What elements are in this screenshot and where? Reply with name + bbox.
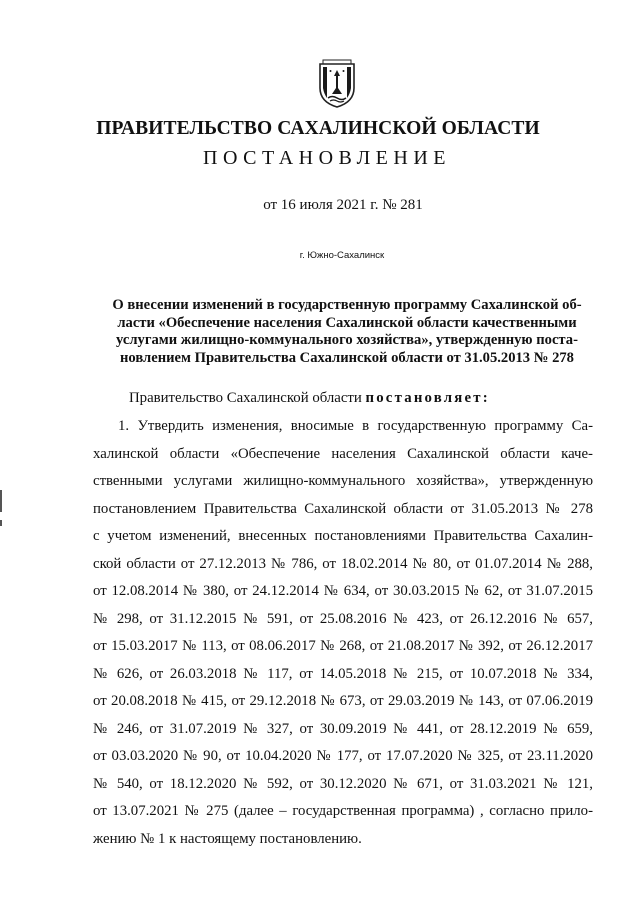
subject-line: О внесении изменений в государственную программу Сахалинской об- [112, 297, 582, 313]
body-line: от 20.08.2018 № 415, от 29.12.2018 № 673, от 29.03.2019 № 143, от 07.06.2019 [93, 693, 593, 709]
document-type-title: ПОСТАНОВЛЕНИЕ [203, 147, 451, 169]
body-line: ской области от 27.12.2013 № 786, от 18.02.2014 № 80, от 01.07.2014 № 288, [93, 555, 593, 572]
body-line: № 246, от 31.07.2019 № 327, от 30.09.2019 № 441, от 28.12.2019 № 659, [93, 720, 593, 737]
decree-date-number: от 16 июля 2021 г. № 281 [263, 197, 423, 213]
body-line: от 15.03.2017 № 113, от 08.06.2017 № 268, от 21.08.2017 № 392, от 26.12.2017 [93, 638, 593, 654]
body-line: постановлением Правительства Сахалинской области от 31.05.2013 № 278 [93, 500, 593, 517]
body-line: жению № 1 к настоящему постановлению. [93, 830, 362, 847]
scan-edge-mark [0, 520, 2, 526]
body-line: ственными услугами жилищно-коммунального хозяйства», утвержденную [93, 473, 593, 489]
subject-line: услугами жилищно-коммунального хозяйства», утвержденную поста- [116, 332, 578, 348]
preamble-prefix: Правительство Сахалинской области [129, 390, 366, 406]
body-line: № 626, от 26.03.2018 № 117, от 14.05.2018 № 215, от 10.07.2018 № 334, [93, 665, 593, 682]
subject-line: ласти «Обеспечение населения Сахалинской области качественными [117, 314, 577, 331]
preamble-decides: постановляет: [365, 390, 490, 406]
city-name: г. Южно-Сахалинск [299, 250, 385, 261]
body-line: халинской области «Обеспечение населения Сахалинской области каче- [93, 445, 593, 462]
body-line: от 13.07.2021 № 275 (далее – государственная программа) , согласно прило- [93, 803, 593, 819]
body-line: 1. Утвердить изменения, вносимые в государственную программу Са- [118, 418, 593, 434]
government-title: ПРАВИТЕЛЬСТВО САХАЛИНСКОЙ ОБЛАСТИ [96, 118, 540, 139]
scan-edge-mark [0, 490, 2, 512]
body-line: от 12.08.2014 № 380, от 24.12.2014 № 634, от 30.03.2015 № 62, от 31.07.2015 [93, 583, 593, 599]
body-line: № 298, от 31.12.2015 № 591, от 25.08.2016 № 423, от 26.12.2016 № 657, [93, 610, 593, 627]
body-line: с учетом изменений, внесенных постановлениями Правительства Сахалин- [93, 528, 593, 544]
subject-line: новлением Правительства Сахалинской области от 31.05.2013 № 278 [120, 349, 574, 366]
body-line: от 03.03.2020 № 90, от 10.04.2020 № 177, от 17.07.2020 № 325, от 23.11.2020 [93, 748, 593, 764]
decree-body [93, 413, 593, 853]
decree-subject [97, 297, 597, 367]
sakhalin-coat-of-arms-icon [316, 58, 358, 108]
preamble [129, 390, 490, 407]
body-line: № 540, от 18.12.2020 № 592, от 30.12.2020 № 671, от 31.03.2021 № 121, [93, 775, 593, 792]
